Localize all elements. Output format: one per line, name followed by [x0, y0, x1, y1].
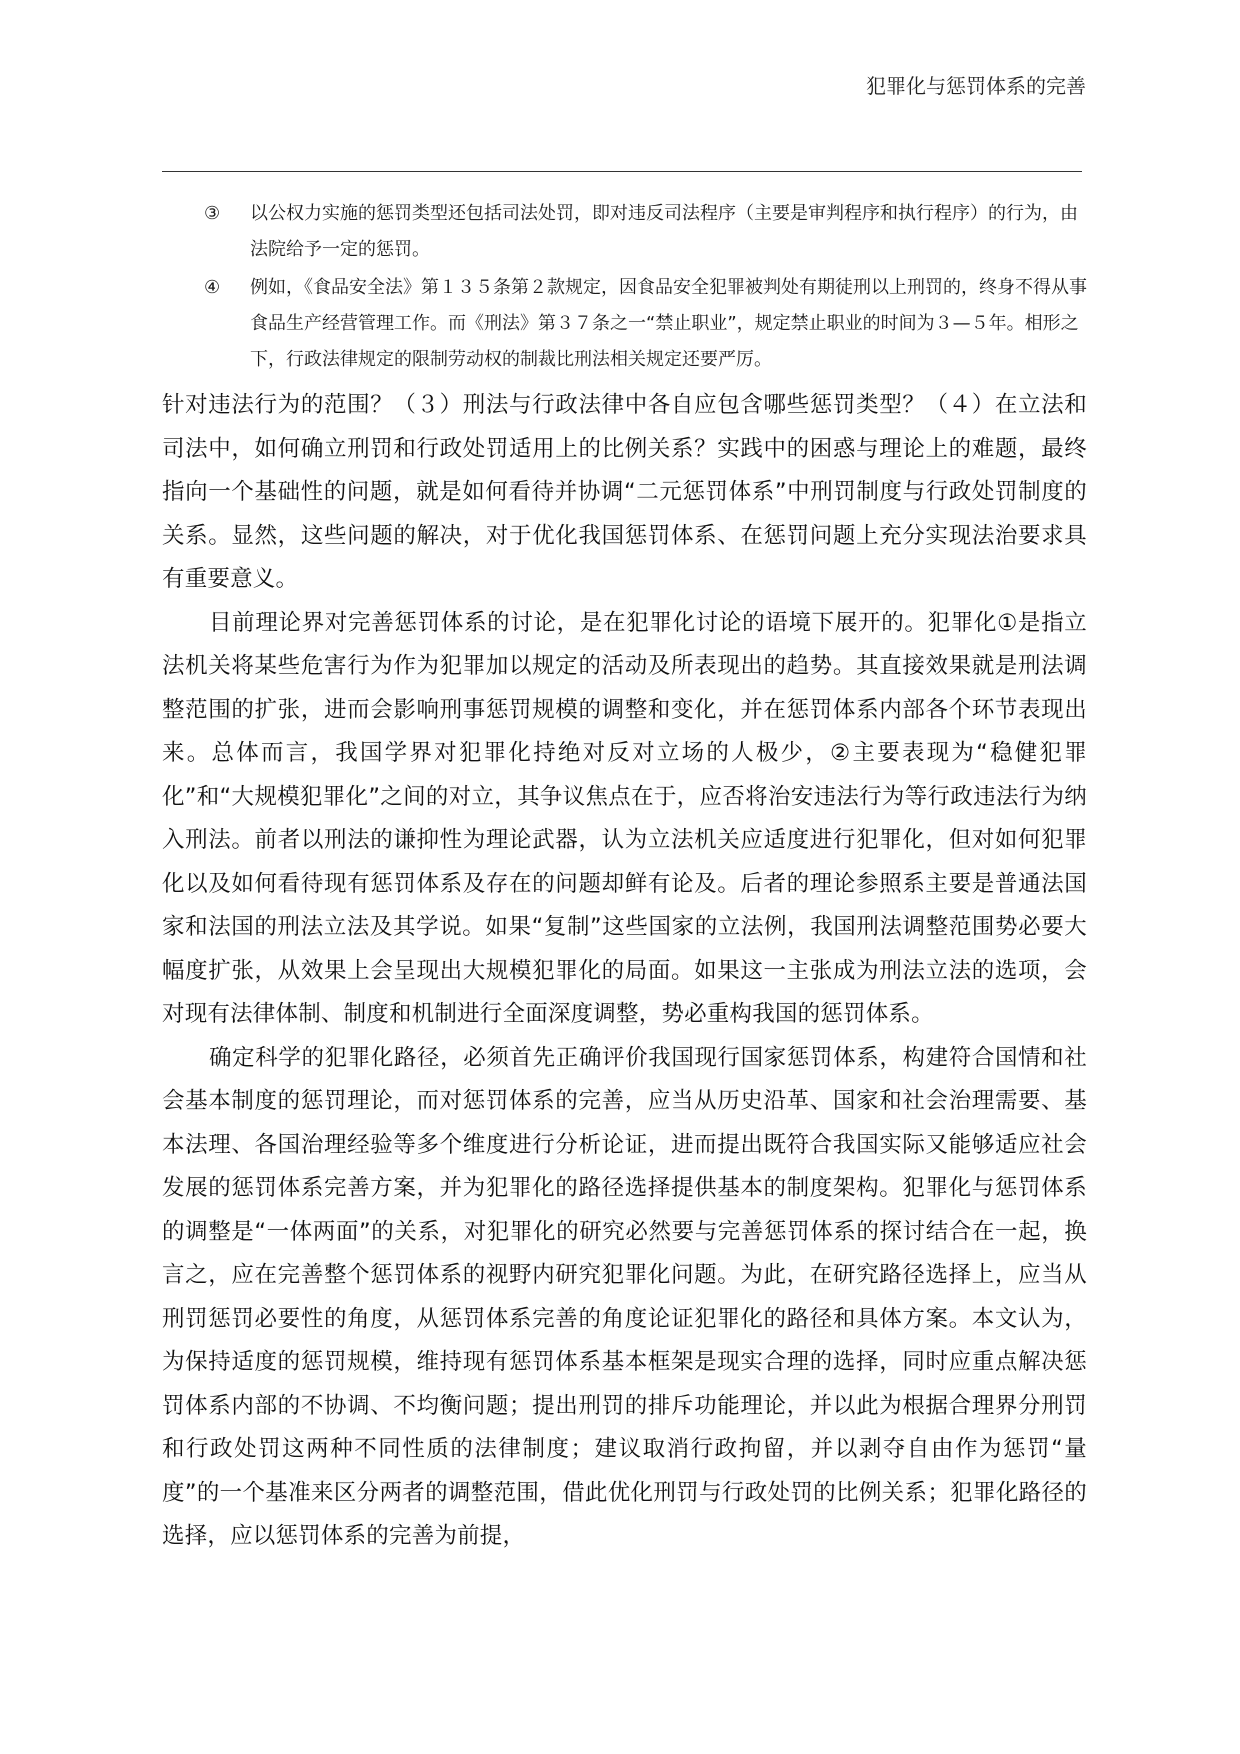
footnote-text: 以公权力实施的惩罚类型还包括司法处罚，即对违反司法程序（主要是审判程序和执行程序）的行为，由法院给予一定的惩罚。 — [250, 203, 1078, 260]
footnotes-section — [162, 196, 1087, 380]
paragraph-continuation: 针对违法行为的范围？（３）刑法与行政法律中各自应包含哪些惩罚类型？（４）在立法和司法中，如何确立刑罚和行政处罚适用上的比例关系？实践中的困惑与理论上的难题，最终指向一个基础性的问题，就是如何看待并协调“二元惩罚体系”中刑罚制度与行政处罚制度的关系。显然，这些问题的解决，对于优化我国惩罚体系、在惩罚问题上充分实现法治要求具有重要意义。 — [162, 392, 1087, 592]
footnote-marker: ④ — [204, 277, 221, 298]
paragraph-criminalization-path: 确定科学的犯罪化路径，必须首先正确评价我国现行国家惩罚体系，构建符合国情和社会基本制度的惩罚理论，而对惩罚体系的完善，应当从历史沿革、国家和社会治理需要、基本法理、各国治理经验等多个维度进行分析论证，进而提出既符合我国实际又能够适应社会发展的惩罚体系完善方案，并为犯罪化的路径选择提供基本的制度架构。犯罪化与惩罚体系的调整是“一体两面”的关系，对犯罪化的研究必然要与完善惩罚体系的探讨结合在一起，换言之，应在完善整个惩罚体系的视野内研究犯罪化问题。为此，在研究路径选择上，应当从刑罚惩罚必要性的角度，从惩罚体系完善的角度论证犯罪化的路径和具体方案。本文认为，为保持适度的惩罚规模，维持现有惩罚体系基本框架是现实合理的选择，同时应重点解决惩罚体系内部的不协调、不均衡问题；提出刑罚的排斥功能理论，并以此为根据合理界分刑罚和行政处罚这两种不同性质的法律制度；建议取消行政拘留，并以剥夺自由作为惩罚“量度”的一个基准来区分两者的调整范围，借此优化刑罚与行政处罚的比例关系；犯罪化路径的选择，应以惩罚体系的完善为前提， — [162, 1044, 1087, 1549]
running-header: 犯罪化与惩罚体系的完善 — [866, 74, 1086, 98]
paragraph-criminalization-debate: 目前理论界对完善惩罚体系的讨论，是在犯罪化讨论的语境下展开的。犯罪化①是指立法机关将某些危害行为作为犯罪加以规定的活动及所表现出的趋势。其直接效果就是刑法调整范围的扩张，进而会影响刑事惩罚规模的调整和变化，并在惩罚体系内部各个环节表现出来。总体而言，我国学界对犯罪化持绝对反对立场的人极少，②主要表现为“稳健犯罪化”和“大规模犯罪化”之间的对立，其争议焦点在于，应否将治安违法行为等行政违法行为纳入刑法。前者以刑法的谦抑性为理论武器，认为立法机关应适度进行犯罪化，但对如何犯罪化以及如何看待现有惩罚体系及存在的问题却鲜有论及。后者的理论参照系主要是普通法国家和法国的刑法立法及其学说。如果“复制”这些国家的立法例，我国刑法调整范围势必要大幅度扩张，从效果上会呈现出大规模犯罪化的局面。如果这一主张成为刑法立法的选项，会对现有法律体制、制度和机制进行全面深度调整，势必重构我国的惩罚体系。 — [162, 609, 1087, 1027]
footnote-3 — [162, 196, 1087, 268]
footnote-text: 例如，《食品安全法》第１３５条第２款规定，因食品安全犯罪被判处有期徒刑以上刑罚的，终身不得从事食品生产经营管理工作。而《刑法》第３７条之一“禁止职业”，规定禁止职业的时间为３—５年。相形之下，行政法律规定的限制劳动权的制裁比刑法相关规定还要严厉。 — [250, 277, 1087, 370]
footnote-4 — [162, 270, 1087, 378]
main-body — [162, 384, 1087, 1559]
header-divider — [162, 171, 1082, 172]
footnote-marker: ③ — [204, 203, 221, 224]
